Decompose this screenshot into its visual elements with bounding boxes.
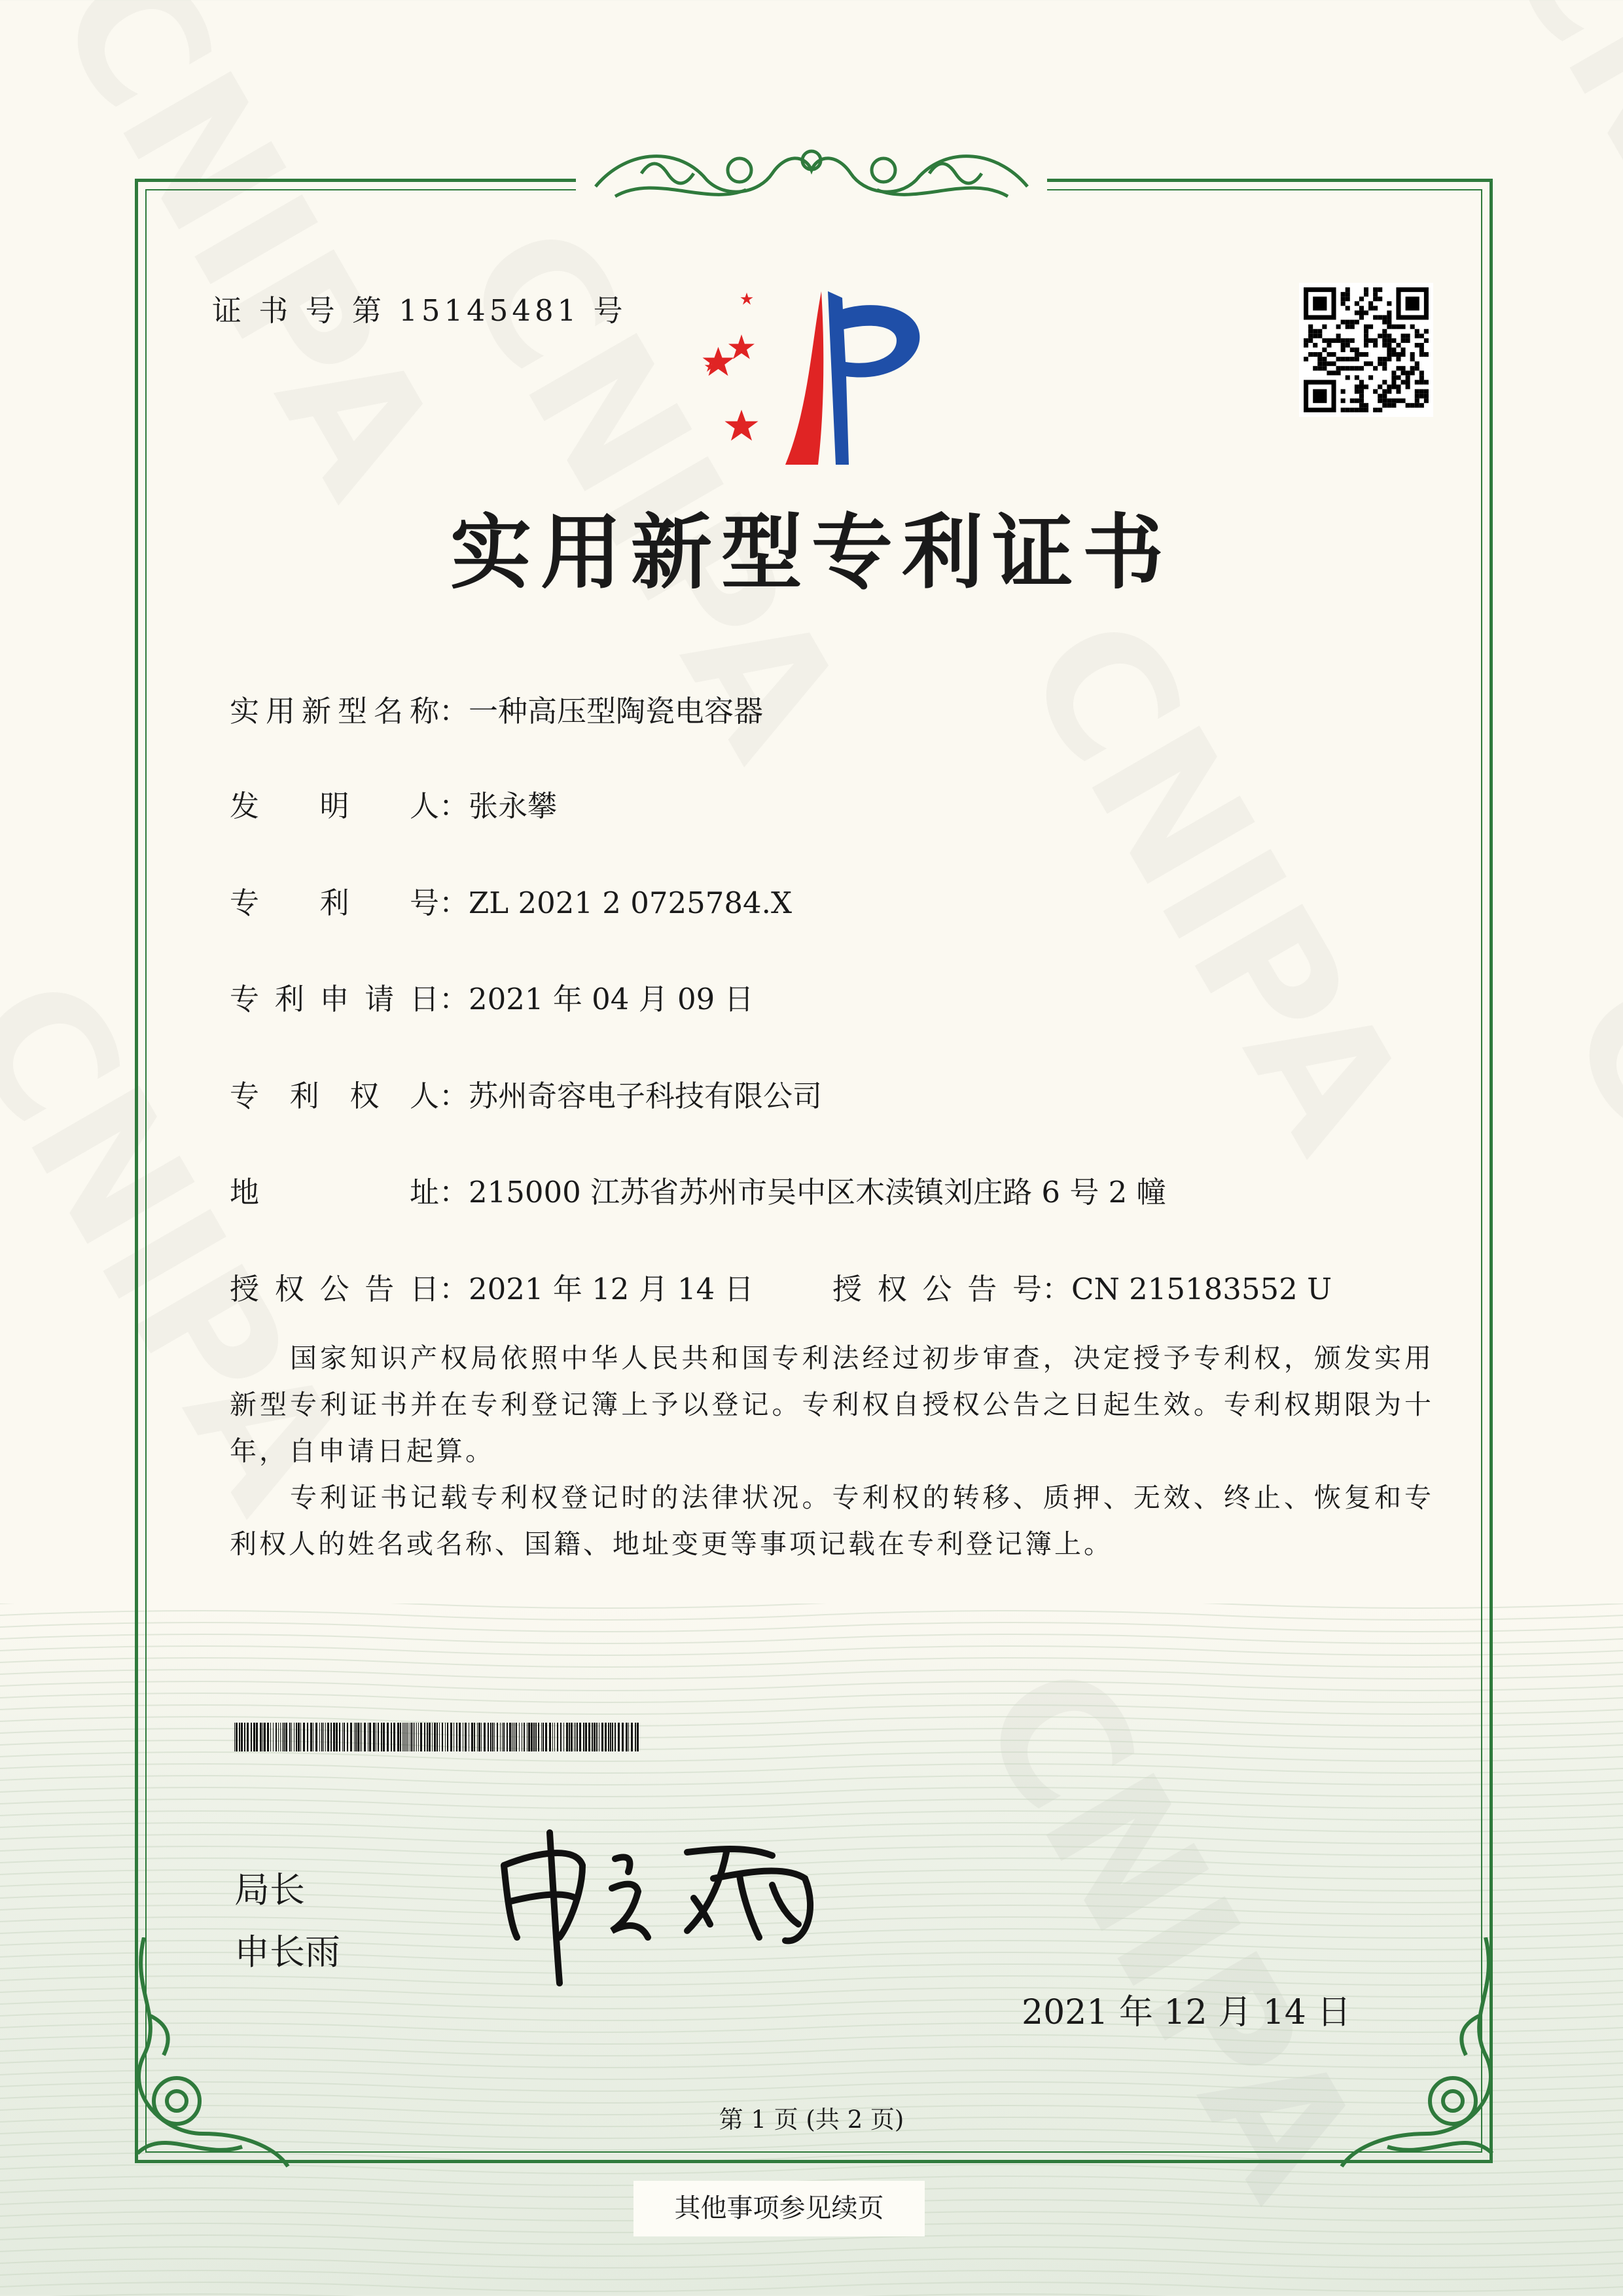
barcode [234, 1723, 644, 1751]
field-patentee: 专利权人：苏州奇容电子科技有限公司 [230, 1079, 823, 1113]
field-utility-model-name: 实用新型名称：一种高压型陶瓷电容器 [230, 694, 764, 728]
watermark [1529, 947, 1623, 1541]
director-title: 局长 [234, 1869, 305, 1910]
continued-note: 其他事项参见续页 [633, 2181, 925, 2236]
statement-paragraph: 国家知识产权局依照中华人民共和国专利法经过初步审查，决定授予专利权，颁发实用新型专利证书并在专利登记簿上予以登记。专利权自授权公告之日起生效。专利权期限为十年，自申请日起算。 [230, 1342, 1434, 1467]
field-patent-number: 专利号：ZL 2021 2 0725784.X [230, 886, 792, 920]
field-address: 地址：215000 江苏省苏州市吴中区木渎镇刘庄路 6 号 2 幢 [230, 1175, 1166, 1210]
issue-date: 2021 年 12 月 14 日 [1022, 1993, 1351, 2032]
qr-code [1299, 283, 1433, 417]
field-application-date: 专利申请日：2021 年 04 月 09 日 [230, 982, 754, 1016]
corner-ornament-right [1335, 1937, 1505, 2173]
statement-paragraph: 专利证书记载专利权登记时的法律状况。专利权的转移、质押、无效、终止、恢复和专利权人的姓名或名称、国籍、地址变更等事项记载在专利登记簿上。 [230, 1482, 1434, 1560]
field-announcement-date: 授权公告日：2021 年 12 月 14 日 [230, 1272, 754, 1306]
cnipa-logo [697, 285, 936, 471]
certificate-number: 证 书 号 第 15145481 号 [212, 293, 627, 328]
page-indicator: 第 1 页 (共 2 页) [719, 2106, 904, 2134]
field-inventor: 发明人：张永攀 [230, 789, 558, 823]
signature [497, 1826, 838, 1990]
certificate-statement [230, 1335, 1434, 1568]
field-announcement-number: 授权公告号：CN 215183552 U [832, 1272, 1332, 1306]
top-ornament [576, 134, 1047, 219]
page-title: 实用新型专利证书 [450, 505, 1173, 600]
director-name: 申长雨 [234, 1931, 340, 1973]
